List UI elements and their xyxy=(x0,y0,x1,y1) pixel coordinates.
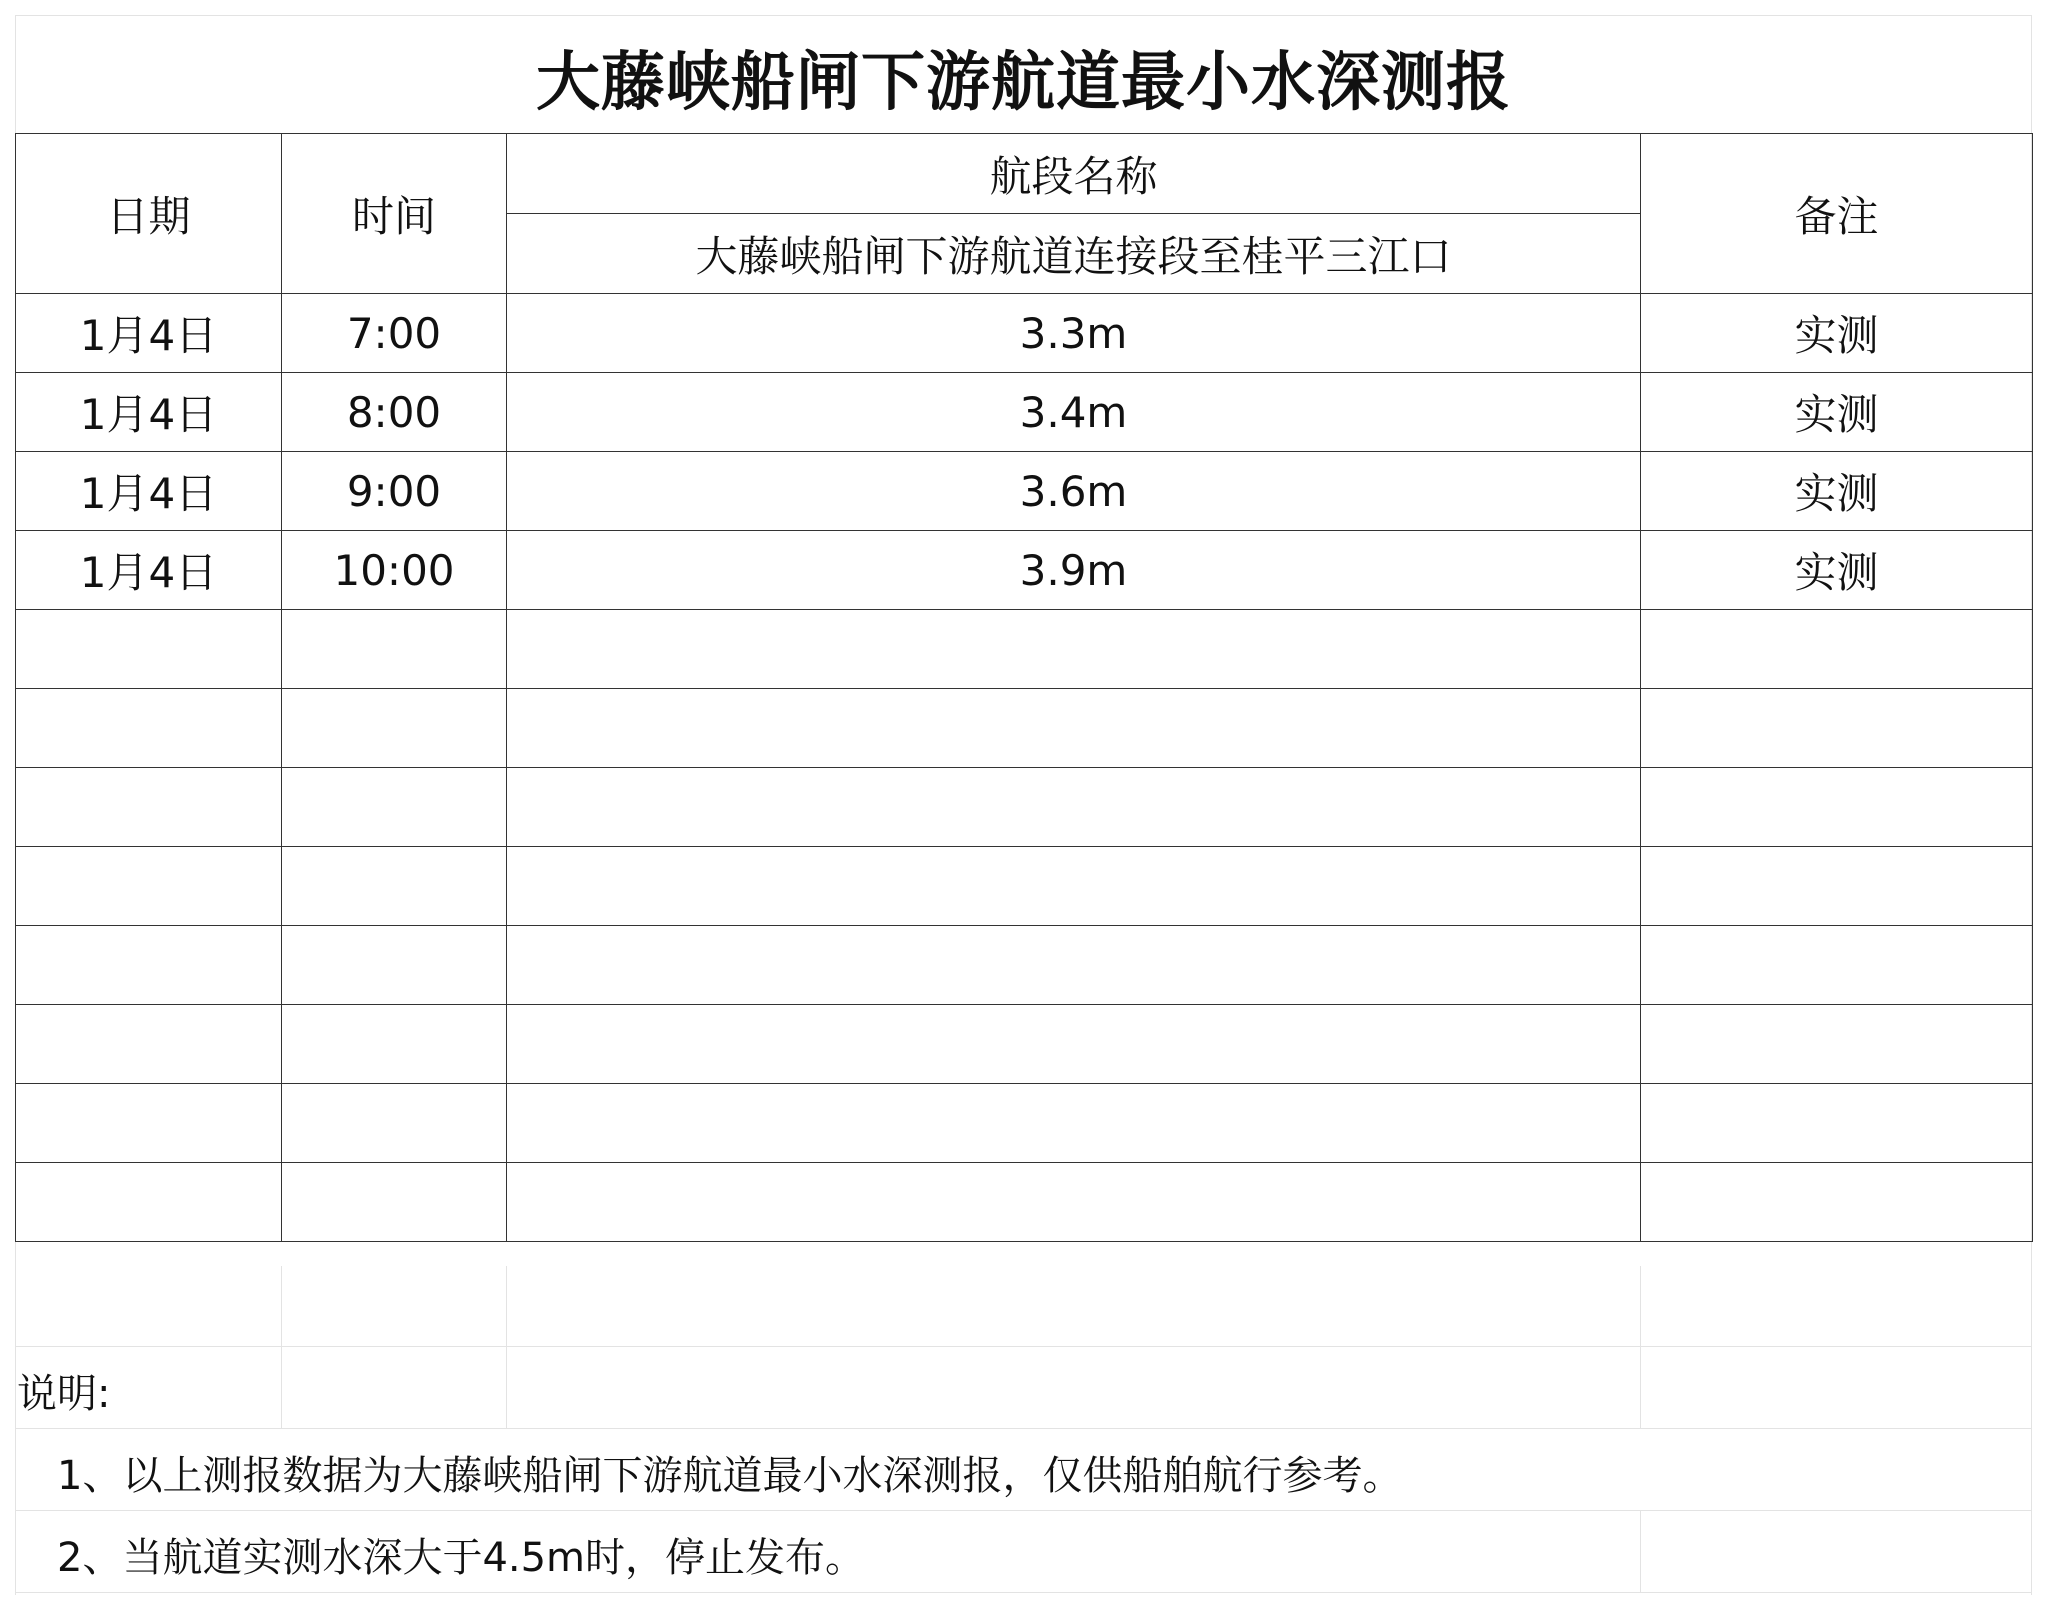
empty-cell xyxy=(282,610,507,689)
empty-row xyxy=(16,1084,2033,1163)
cell-depth: 3.4m xyxy=(507,373,1641,452)
gridline xyxy=(15,15,2032,16)
table-row xyxy=(16,373,2033,452)
empty-cell xyxy=(507,847,1641,926)
report-title: 大藤峡船闸下游航道最小水深测报 xyxy=(536,46,1511,120)
empty-row xyxy=(16,1005,2033,1084)
note-item: 2、当航道实测水深大于4.5m时，停止发布。 xyxy=(57,1535,866,1581)
cell-remark: 实测 xyxy=(1641,294,2033,373)
empty-cell xyxy=(282,847,507,926)
empty-cell xyxy=(507,926,1641,1005)
table-row xyxy=(16,452,2033,531)
empty-cell xyxy=(507,1163,1641,1242)
header-section-name: 大藤峡船闸下游航道连接段至桂平三江口 xyxy=(507,214,1641,294)
empty-row xyxy=(16,1163,2033,1242)
empty-cell xyxy=(1641,1005,2033,1084)
empty-row xyxy=(16,847,2033,926)
cell-date: 1月4日 xyxy=(16,531,282,610)
cell-date: 1月4日 xyxy=(16,294,282,373)
empty-cell xyxy=(16,1005,282,1084)
empty-cell xyxy=(507,1005,1641,1084)
depth-report-table xyxy=(15,133,2033,1242)
empty-cell xyxy=(16,1163,282,1242)
cell-time: 7:00 xyxy=(282,294,507,373)
empty-cell xyxy=(1641,1163,2033,1242)
gridline xyxy=(1640,1510,1641,1592)
cell-depth: 3.6m xyxy=(507,452,1641,531)
empty-cell xyxy=(507,610,1641,689)
empty-cell xyxy=(507,689,1641,768)
cell-remark: 实测 xyxy=(1641,452,2033,531)
empty-cell xyxy=(16,689,282,768)
header-time: 时间 xyxy=(282,134,507,294)
empty-cell xyxy=(507,768,1641,847)
empty-cell xyxy=(16,768,282,847)
cell-depth: 3.3m xyxy=(507,294,1641,373)
empty-cell xyxy=(282,768,507,847)
table-row xyxy=(16,531,2033,610)
empty-row xyxy=(16,689,2033,768)
header-section-group: 航段名称 xyxy=(507,134,1641,214)
empty-cell xyxy=(282,1163,507,1242)
cell-time: 9:00 xyxy=(282,452,507,531)
header-remark: 备注 xyxy=(1641,134,2033,294)
empty-cell xyxy=(1641,1084,2033,1163)
notes-label: 说明: xyxy=(17,1371,111,1417)
cell-depth: 3.9m xyxy=(507,531,1641,610)
gridline xyxy=(281,1266,282,1428)
empty-cell xyxy=(1641,689,2033,768)
empty-row xyxy=(16,768,2033,847)
cell-remark: 实测 xyxy=(1641,531,2033,610)
empty-cell xyxy=(282,1005,507,1084)
empty-row xyxy=(16,926,2033,1005)
cell-time: 10:00 xyxy=(282,531,507,610)
empty-cell xyxy=(1641,610,2033,689)
cell-date: 1月4日 xyxy=(16,452,282,531)
gridline xyxy=(1640,1266,1641,1428)
gridline xyxy=(15,1510,2032,1511)
empty-cell xyxy=(16,1084,282,1163)
empty-cell xyxy=(16,926,282,1005)
gridline xyxy=(15,1428,2032,1429)
empty-cell xyxy=(16,847,282,926)
empty-cell xyxy=(1641,768,2033,847)
empty-cell xyxy=(282,689,507,768)
empty-cell xyxy=(1641,847,2033,926)
cell-time: 8:00 xyxy=(282,373,507,452)
cell-remark: 实测 xyxy=(1641,373,2033,452)
empty-row xyxy=(16,610,2033,689)
empty-cell xyxy=(507,1084,1641,1163)
table-row xyxy=(16,294,2033,373)
gridline xyxy=(15,1346,2032,1347)
header-date: 日期 xyxy=(16,134,282,294)
gridline xyxy=(15,1592,2032,1593)
cell-date: 1月4日 xyxy=(16,373,282,452)
empty-cell xyxy=(282,926,507,1005)
note-item: 1、以上测报数据为大藤峡船闸下游航道最小水深测报，仅供船舶航行参考。 xyxy=(57,1453,1403,1499)
empty-cell xyxy=(16,610,282,689)
gridline xyxy=(506,1266,507,1428)
empty-cell xyxy=(1641,926,2033,1005)
empty-cell xyxy=(282,1084,507,1163)
header-row xyxy=(16,134,2033,214)
